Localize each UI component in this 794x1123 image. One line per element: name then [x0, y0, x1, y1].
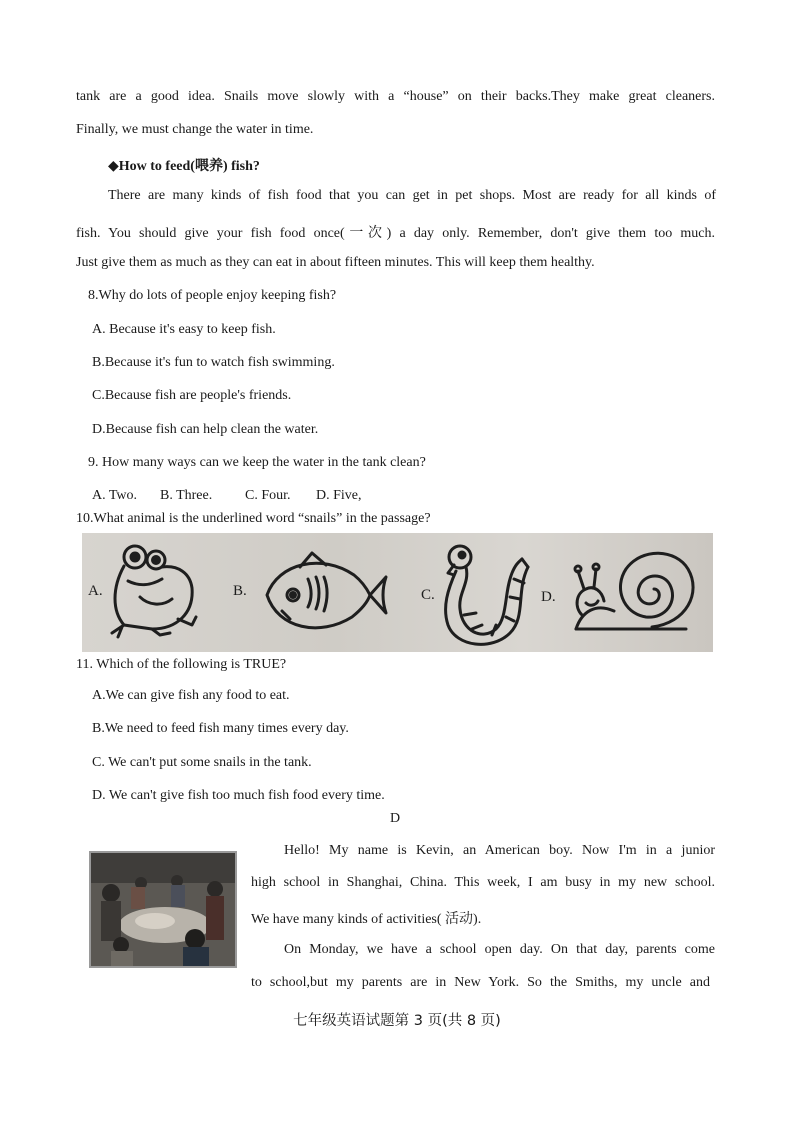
- answer-option[interactable]: D. Five,: [316, 488, 362, 503]
- answer-option[interactable]: A. Because it's easy to keep fish.: [92, 322, 276, 337]
- passage-line: high school in Shanghai, China. This week, I am busy in my new school.: [251, 875, 715, 890]
- passage-line: On Monday, we have a school open day. On that day, parents come: [284, 942, 715, 957]
- passage-line: fish. You should give your fish food once(一次) a day only. Remember, don't give them too much.: [76, 226, 715, 241]
- answer-option[interactable]: C. Four.: [245, 488, 291, 503]
- frog-icon: [112, 546, 196, 637]
- passage-line: Just give them as much as they can eat in about fifteen minutes. This will keep them healthy.: [76, 255, 595, 270]
- answer-option[interactable]: D.Because fish can help clean the water.: [92, 422, 319, 437]
- snail-icon: [575, 553, 693, 629]
- section-heading: ◆How to feed(喂养) fish?: [108, 159, 260, 174]
- passage-line: tank are a good idea. Snails move slowly with a “house” on their backs.They make great cleaners.: [76, 89, 715, 104]
- answer-option[interactable]: B. Three.: [160, 488, 213, 503]
- answer-option[interactable]: D. We can't give fish too much fish food every time.: [92, 788, 385, 803]
- animal-picture-strip: [82, 533, 713, 652]
- answer-option[interactable]: B.We need to feed fish many times every day.: [92, 721, 349, 736]
- option-label: C.: [421, 587, 435, 603]
- answer-option[interactable]: A. Two.: [92, 488, 138, 503]
- option-label: B.: [233, 583, 247, 599]
- answer-option[interactable]: C.Because fish are people's friends.: [92, 388, 292, 403]
- question-stem: 8.Why do lots of people enjoy keeping fish?: [88, 288, 337, 303]
- passage-line: There are many kinds of fish food that you can get in pet shops. Most are ready for all kinds of: [108, 188, 716, 203]
- question-stem: 11. Which of the following is TRUE?: [76, 657, 287, 672]
- page-footer: 七年级英语试题第 3 页(共 8 页): [293, 1013, 501, 1029]
- option-label: D.: [541, 589, 556, 605]
- school-activity-photo: [89, 851, 237, 968]
- answer-option[interactable]: C. We can't put some snails in the tank.: [92, 755, 312, 770]
- section-letter: D: [390, 811, 401, 826]
- question-stem: 10.What animal is the underlined word “snails” in the passage?: [76, 511, 431, 526]
- option-label: A.: [88, 583, 103, 599]
- fish-icon: [267, 553, 386, 628]
- snake-icon: [446, 546, 528, 644]
- passage-line: Hello! My name is Kevin, an American boy. Now I'm in a junior: [284, 843, 715, 858]
- passage-line: We have many kinds of activities( 活动).: [251, 912, 482, 927]
- passage-line: Finally, we must change the water in time.: [76, 122, 314, 137]
- answer-option[interactable]: A.We can give fish any food to eat.: [92, 688, 290, 703]
- passage-line: to school,but my parents are in New York. So the Smiths, my uncle and: [251, 975, 710, 990]
- answer-option[interactable]: B.Because it's fun to watch fish swimming.: [92, 355, 335, 370]
- question-stem: 9. How many ways can we keep the water in the tank clean?: [88, 455, 426, 470]
